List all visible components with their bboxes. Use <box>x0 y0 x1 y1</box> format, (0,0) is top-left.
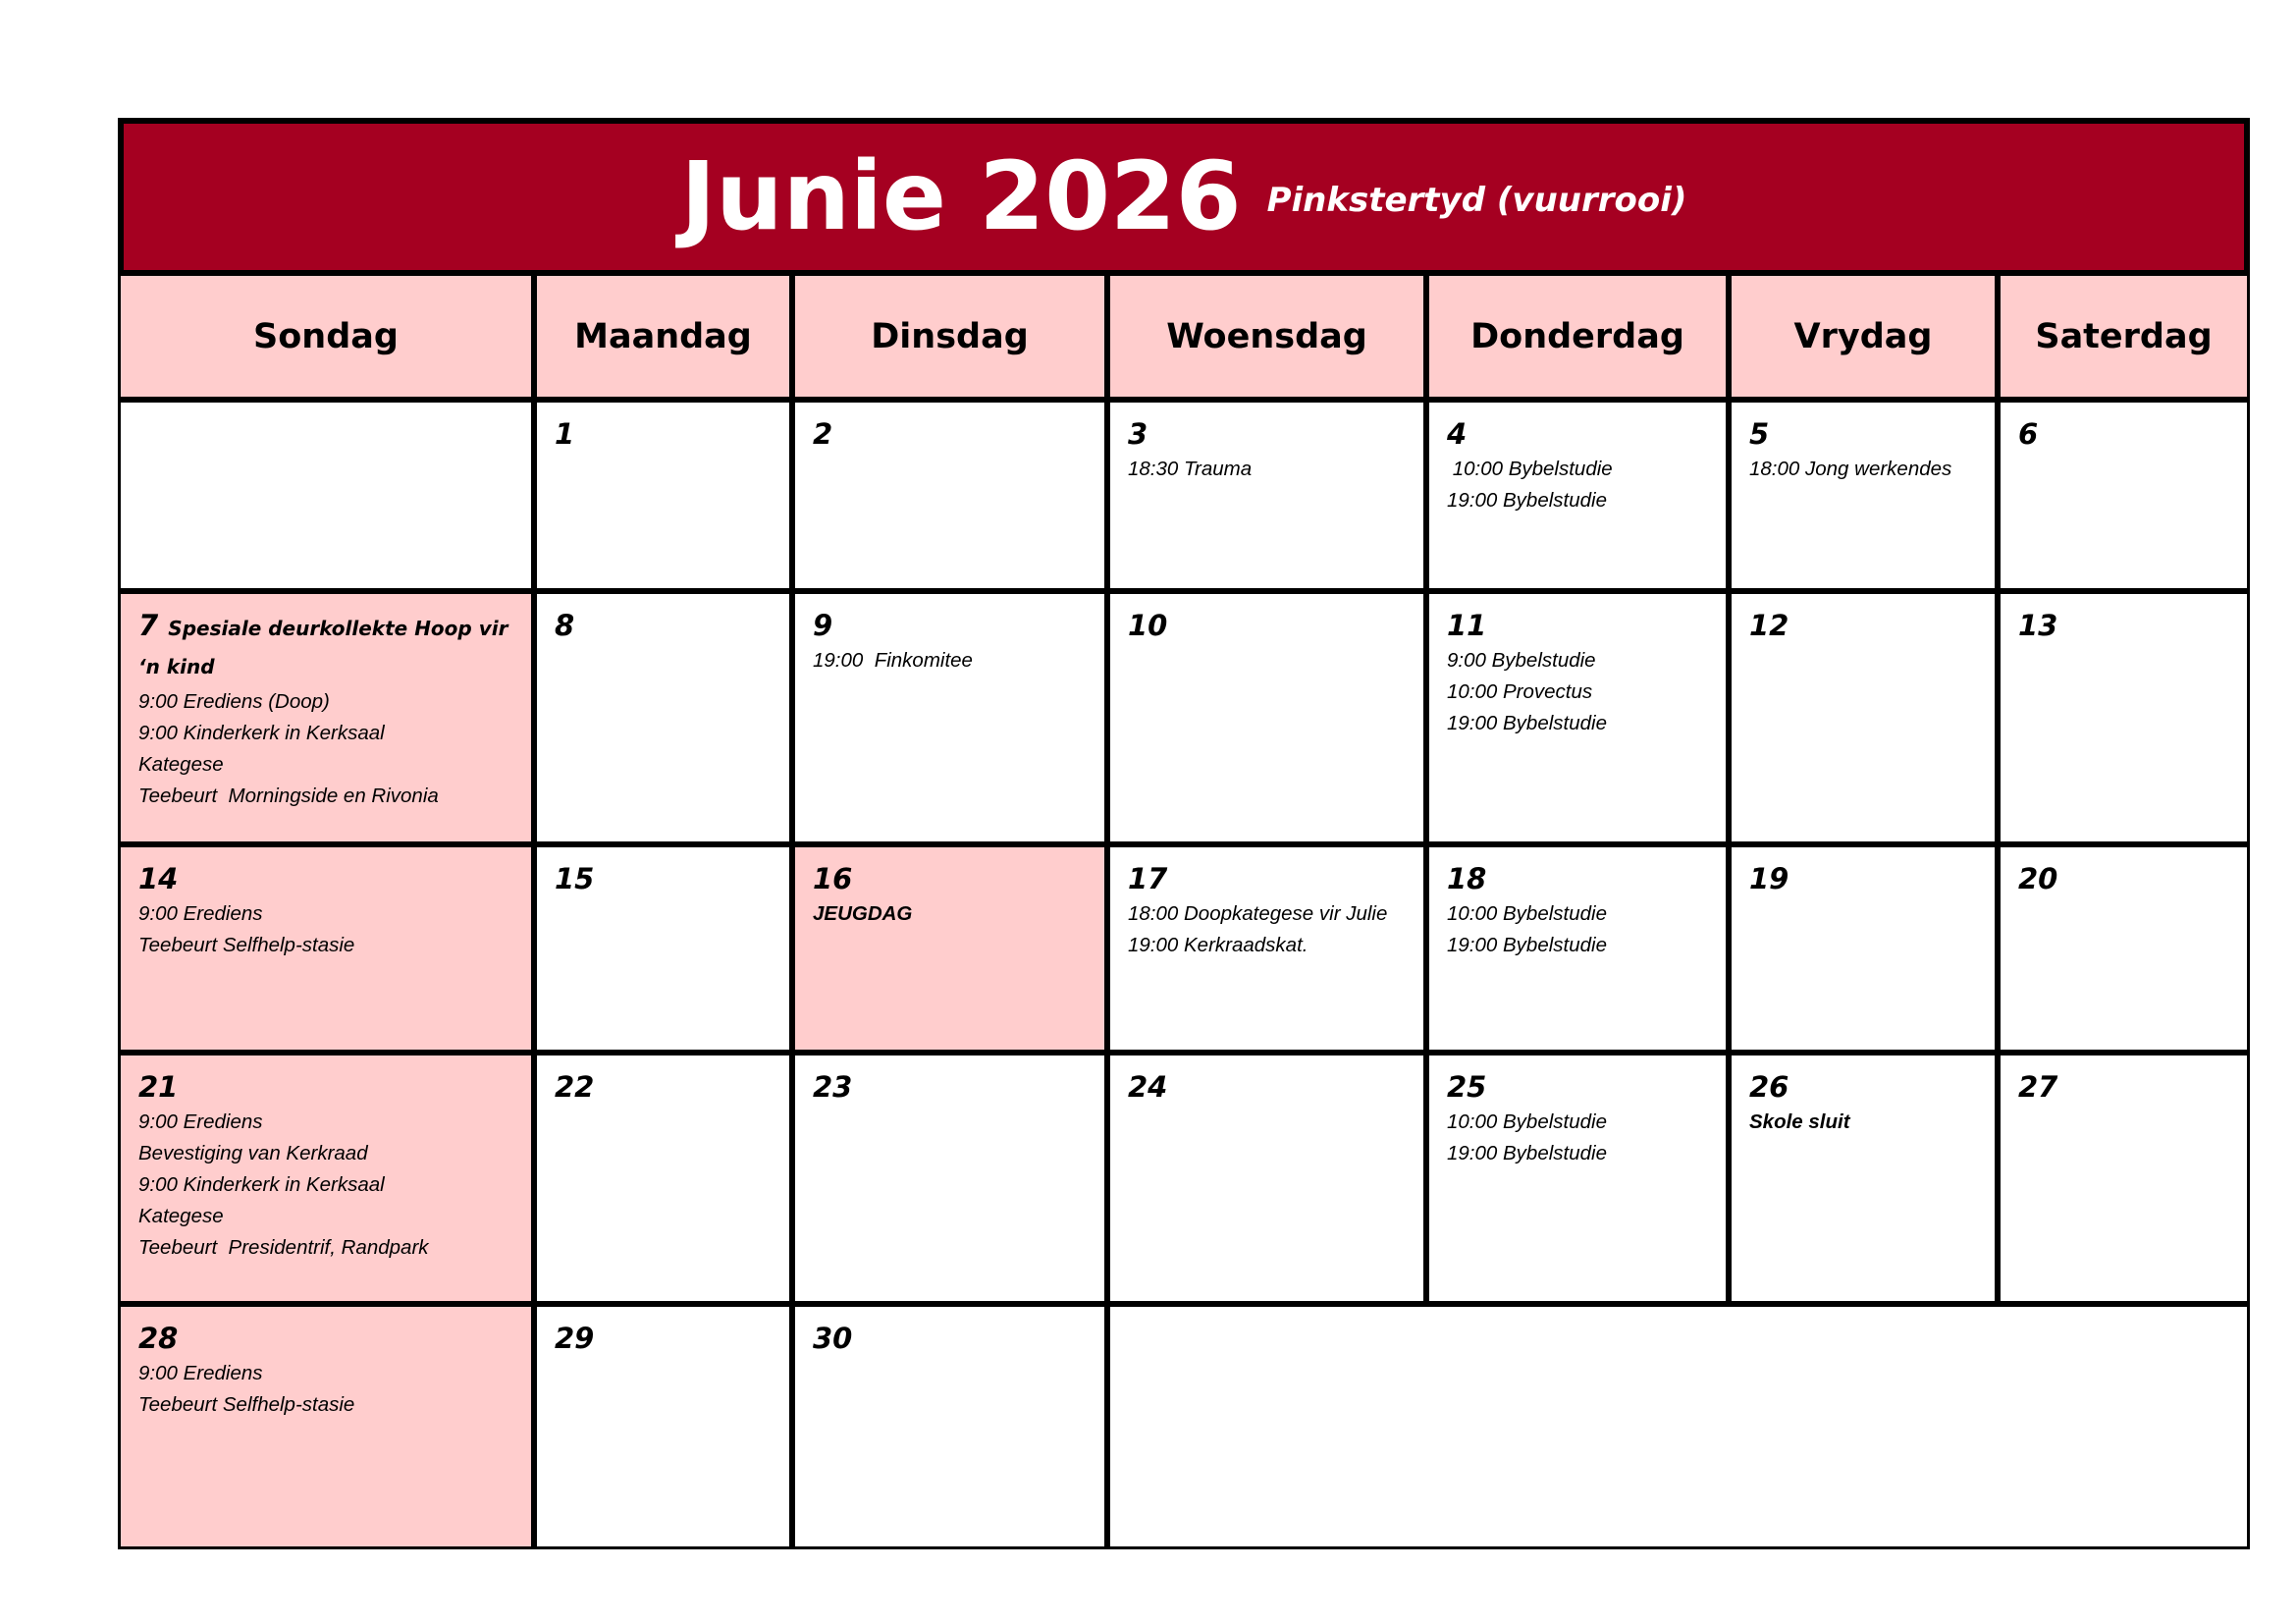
calendar-banner <box>124 124 2244 270</box>
day-number-text: 15 <box>555 862 595 895</box>
day-number-text: 12 <box>1749 609 1789 642</box>
day-number <box>1128 416 1406 452</box>
day-cell-15[interactable] <box>537 847 789 1050</box>
day-cell-6[interactable] <box>2001 403 2247 588</box>
event-item: 9:00 Kinderkerk in Kerksaal <box>138 722 385 744</box>
day-cell-7[interactable] <box>121 594 531 841</box>
event-item: 10:00 Provectus <box>1447 680 1593 703</box>
day-number <box>813 416 1087 452</box>
day-cell-12[interactable] <box>1732 594 1995 841</box>
weekday-header-woensdag: Woensdag <box>1110 276 1423 397</box>
day-cell-14[interactable] <box>121 847 531 1050</box>
day-number-text: 17 <box>1128 862 1168 895</box>
day-cell-20[interactable] <box>2001 847 2247 1050</box>
day-number-text: 25 <box>1447 1070 1487 1104</box>
day-cell-21[interactable] <box>121 1056 531 1301</box>
day-number <box>1128 861 1406 896</box>
day-number-text: 29 <box>555 1322 595 1355</box>
event-item: Kategese <box>138 753 224 776</box>
day-cell-19[interactable] <box>1732 847 1995 1050</box>
event-item: Teebeurt Selfhelp-stasie <box>138 1393 355 1416</box>
weekday-header-saterdag: Saterdag <box>2001 276 2247 397</box>
event-item: 19:00 Finkomitee <box>813 649 973 672</box>
day-number <box>1447 861 1708 896</box>
day-cell-5[interactable] <box>1732 403 1995 588</box>
day-cell-1[interactable] <box>537 403 789 588</box>
event-list <box>1128 898 1406 961</box>
day-number-text: 2 <box>813 417 833 451</box>
day-number <box>1447 1069 1708 1105</box>
day-number-text: 23 <box>813 1070 853 1104</box>
day-cell-23[interactable] <box>795 1056 1104 1301</box>
day-cell-11[interactable] <box>1429 594 1726 841</box>
day-cell-empty[interactable] <box>121 403 531 588</box>
calendar <box>118 118 2250 1549</box>
event-list <box>138 1358 513 1421</box>
day-number-text: 27 <box>2018 1070 2058 1104</box>
day-number <box>555 416 772 452</box>
day-number <box>813 1321 1087 1356</box>
weekday-header-sondag: Sondag <box>121 276 531 397</box>
day-number <box>2018 608 2229 643</box>
day-number-text: 1 <box>555 417 575 451</box>
day-number-text: 26 <box>1749 1070 1789 1104</box>
day-number-text: 21 <box>138 1070 179 1104</box>
empty-trailing-area <box>1110 1307 2247 1546</box>
day-number <box>1447 608 1708 643</box>
event-list <box>1447 645 1708 739</box>
weekday-header-dinsdag: Dinsdag <box>795 276 1104 397</box>
event-item: Teebeurt Morningside en Rivonia <box>138 785 439 807</box>
day-cell-13[interactable] <box>2001 594 2247 841</box>
day-number <box>2018 861 2229 896</box>
day-cell-28[interactable] <box>121 1307 531 1546</box>
event-item: 18:30 Trauma <box>1128 458 1253 480</box>
event-list <box>138 898 513 961</box>
event-item: 18:00 Jong werkendes <box>1749 458 1952 480</box>
event-list <box>813 898 1087 930</box>
event-list <box>1128 454 1406 485</box>
event-item: Bevestiging van Kerkraad <box>138 1142 368 1164</box>
day-number-text: 3 <box>1128 417 1148 451</box>
event-item: Teebeurt Selfhelp-stasie <box>138 934 355 956</box>
day-number-text: 6 <box>2018 417 2039 451</box>
day-number-text: 4 <box>1447 417 1468 451</box>
day-number <box>138 608 513 684</box>
day-number <box>1128 1069 1406 1105</box>
day-number-text: 9 <box>813 609 833 642</box>
day-cell-24[interactable] <box>1110 1056 1423 1301</box>
event-list <box>813 645 1087 677</box>
day-number-text: 20 <box>2018 862 2058 895</box>
day-number-text: 18 <box>1447 862 1487 895</box>
weekday-header-vrydag: Vrydag <box>1732 276 1995 397</box>
day-number <box>2018 1069 2229 1105</box>
event-list <box>138 1107 513 1264</box>
day-cell-9[interactable] <box>795 594 1104 841</box>
event-list <box>1447 898 1708 961</box>
day-number <box>555 1321 772 1356</box>
day-number <box>138 861 513 896</box>
day-number <box>813 861 1087 896</box>
day-cell-22[interactable] <box>537 1056 789 1301</box>
day-number-text: 19 <box>1749 862 1789 895</box>
event-item: 9:00 Erediens <box>138 1110 263 1133</box>
event-item: 19:00 Bybelstudie <box>1447 489 1607 512</box>
event-item: 9:00 Erediens <box>138 902 263 925</box>
event-item: 9:00 Erediens <box>138 1362 263 1384</box>
event-item: 10:00 Bybelstudie <box>1447 902 1607 925</box>
day-number <box>813 608 1087 643</box>
event-item: 9:00 Kinderkerk in Kerksaal <box>138 1173 385 1196</box>
day-number <box>1128 608 1406 643</box>
day-highlight: Skole sluit <box>1749 1110 1850 1133</box>
event-item: 10:00 Bybelstudie <box>1447 1110 1607 1133</box>
day-number-text: 8 <box>555 609 575 642</box>
day-number <box>138 1069 513 1105</box>
day-cell-18[interactable] <box>1429 847 1726 1050</box>
event-item: 19:00 Bybelstudie <box>1447 1142 1607 1164</box>
event-item: 19:00 Kerkraadskat. <box>1128 934 1308 956</box>
event-item: 9:00 Erediens (Doop) <box>138 690 330 713</box>
day-number-text: 22 <box>555 1070 595 1104</box>
day-number <box>2018 416 2229 452</box>
day-cell-25[interactable] <box>1429 1056 1726 1301</box>
day-number <box>1749 416 1977 452</box>
event-list <box>1749 454 1977 485</box>
day-number <box>1447 416 1708 452</box>
day-number-text: 13 <box>2018 609 2058 642</box>
day-number <box>555 861 772 896</box>
day-cell-16[interactable] <box>795 847 1104 1050</box>
day-number <box>138 1321 513 1356</box>
weekday-header-donderdag: Donderdag <box>1429 276 1726 397</box>
day-number-text: 16 <box>813 862 853 895</box>
day-number-text: 28 <box>138 1322 179 1355</box>
day-cell-27[interactable] <box>2001 1056 2247 1301</box>
day-cell-2[interactable] <box>795 403 1104 588</box>
day-cell-29[interactable] <box>537 1307 789 1546</box>
day-cell-10[interactable] <box>1110 594 1423 841</box>
day-number-text: 14 <box>138 862 179 895</box>
day-cell-30[interactable] <box>795 1307 1104 1546</box>
day-cell-17[interactable] <box>1110 847 1423 1050</box>
event-item: 19:00 Bybelstudie <box>1447 712 1607 734</box>
day-highlight: JEUGDAG <box>813 902 913 925</box>
day-number <box>1749 861 1977 896</box>
event-item: Teebeurt Presidentrif, Randpark <box>138 1236 429 1259</box>
event-list <box>138 686 513 812</box>
event-item: 10:00 Bybelstudie <box>1447 458 1613 480</box>
day-number <box>555 1069 772 1105</box>
day-number-text: 24 <box>1128 1070 1168 1104</box>
liturgical-season: Pinkstertyd (vuurrooi) <box>1266 180 1687 220</box>
weekday-header-maandag: Maandag <box>537 276 789 397</box>
event-list <box>1447 1107 1708 1169</box>
day-number <box>1749 608 1977 643</box>
event-item: 9:00 Bybelstudie <box>1447 649 1596 672</box>
day-number-text: 11 <box>1447 609 1487 642</box>
day-number <box>813 1069 1087 1105</box>
event-item: 19:00 Bybelstudie <box>1447 934 1607 956</box>
day-cell-3[interactable] <box>1110 403 1423 588</box>
month-title: Junie 2026 <box>680 141 1242 251</box>
day-number-text: 30 <box>813 1322 853 1355</box>
day-number <box>1749 1069 1977 1105</box>
event-item: Kategese <box>138 1205 224 1227</box>
day-special-title: Spesiale deurkollekte Hoop vir ‘n kind <box>138 617 508 678</box>
day-number <box>555 608 772 643</box>
event-list <box>1749 1107 1977 1138</box>
event-list <box>1447 454 1708 516</box>
day-cell-26[interactable] <box>1732 1056 1995 1301</box>
day-cell-4[interactable] <box>1429 403 1726 588</box>
day-cell-8[interactable] <box>537 594 789 841</box>
day-number-text: 5 <box>1749 417 1770 451</box>
event-item: 18:00 Doopkategese vir Julie <box>1128 902 1388 925</box>
day-number-text: 7 <box>138 609 159 642</box>
day-number-text: 10 <box>1128 609 1168 642</box>
